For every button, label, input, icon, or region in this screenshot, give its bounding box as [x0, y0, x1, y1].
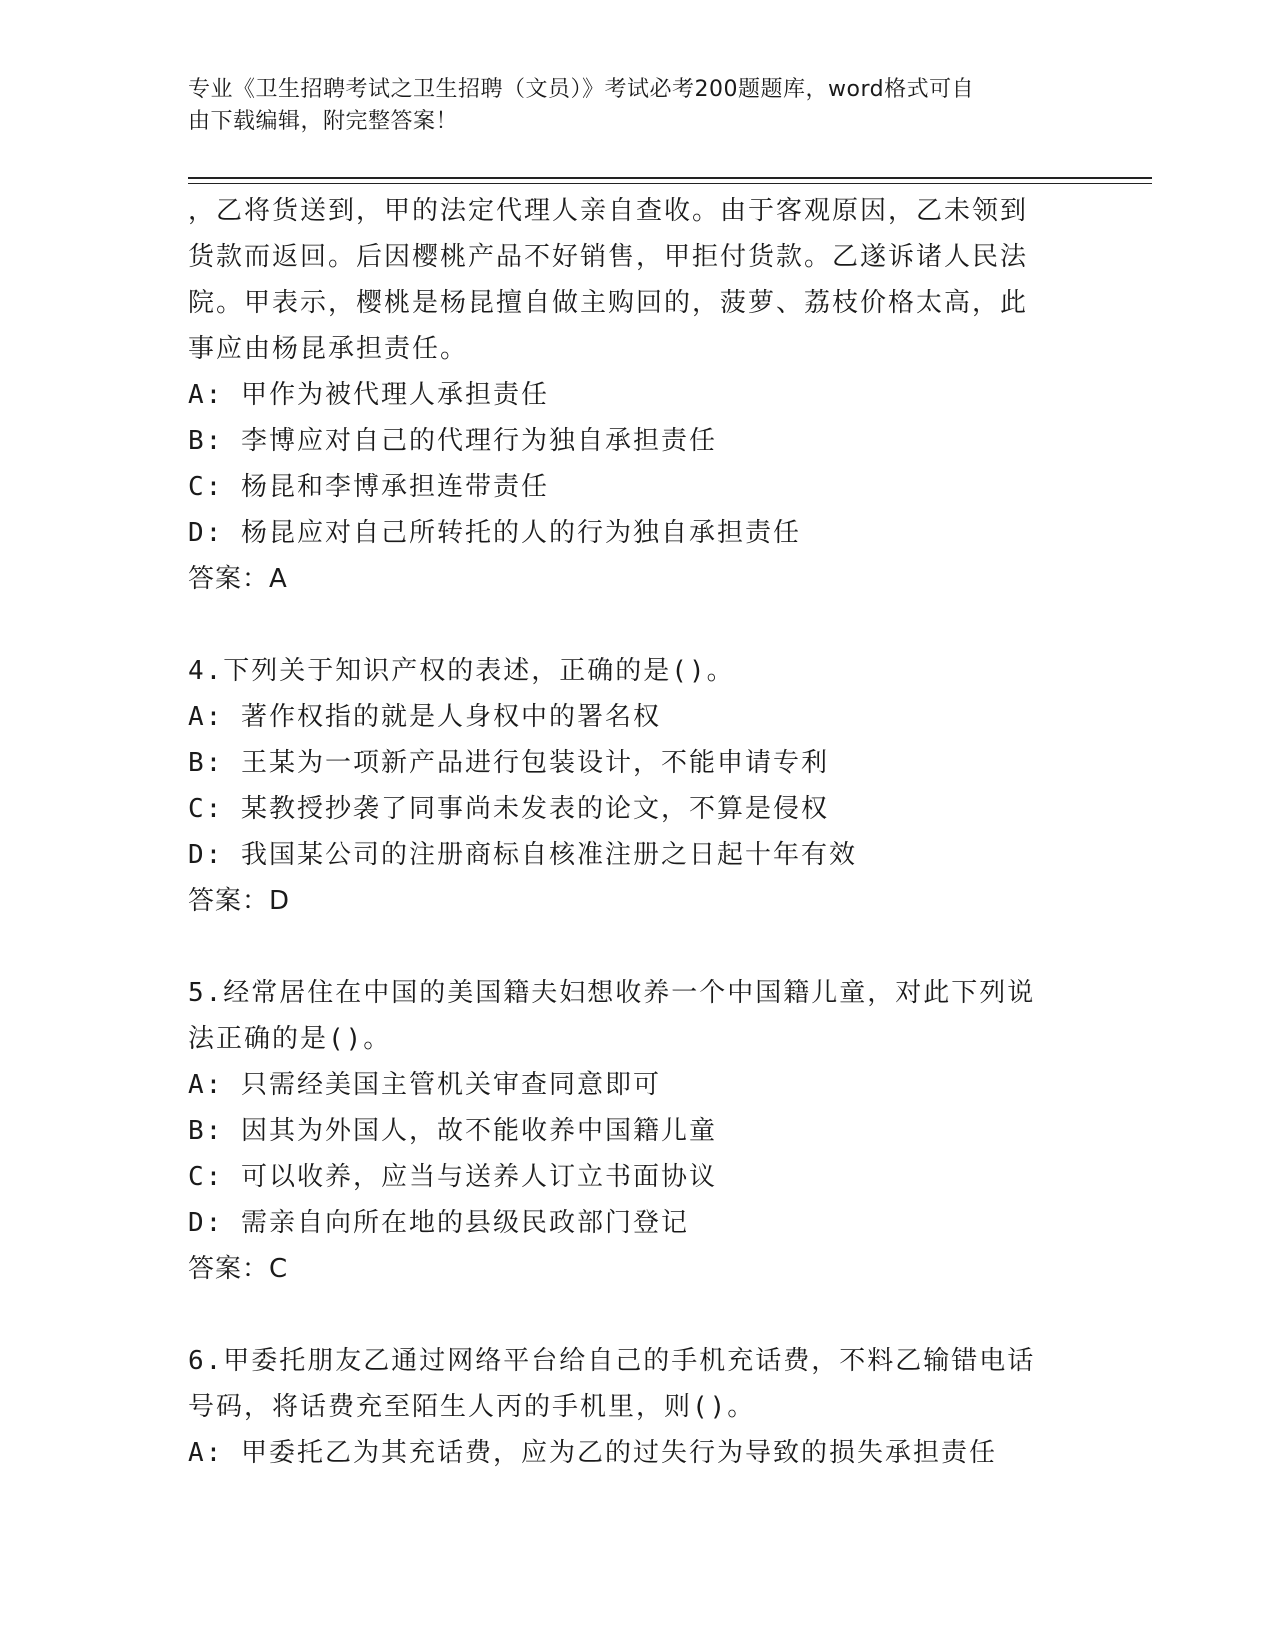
option-a: A: 只需经美国主管机关审查同意即可	[188, 1070, 661, 1100]
option-c: C: 可以收养，应当与送养人订立书面协议	[188, 1162, 717, 1192]
option-a: A: 甲委托乙为其充话费，应为乙的过失行为导致的损失承担责任	[188, 1438, 997, 1468]
question-5	[188, 970, 1088, 1292]
question-stem-line: 货款而返回。后因樱桃产品不好销售，甲拒付货款。乙遂诉诸人民法	[188, 242, 1029, 272]
question-stem-line: 号码，将话费充至陌生人丙的手机里，则()。	[188, 1392, 756, 1422]
spacer	[188, 924, 1088, 970]
option-c: C: 某教授抄袭了同事尚未发表的论文，不算是侵权	[188, 794, 829, 824]
option-d: D: 需亲自向所在地的县级民政部门登记	[188, 1208, 689, 1238]
question-3	[188, 188, 1088, 602]
header-line-2: 由下载编辑，附完整答案！	[188, 109, 459, 134]
answer-line: 答案：A	[188, 564, 288, 594]
question-6	[188, 1338, 1088, 1476]
option-b: B: 李博应对自己的代理行为独自承担责任	[188, 426, 717, 456]
spacer	[188, 602, 1088, 648]
question-stem-line: 4.下列关于知识产权的表述，正确的是()。	[188, 656, 735, 686]
question-stem-line: 事应由杨昆承担责任。	[188, 334, 469, 364]
header-rule-thick	[188, 177, 1152, 179]
question-stem-line: ，乙将货送到，甲的法定代理人亲自查收。由于客观原因，乙未领到	[188, 196, 1029, 226]
option-a: A: 甲作为被代理人承担责任	[188, 380, 549, 410]
spacer	[188, 1292, 1088, 1338]
question-stem-line: 6.甲委托朋友乙通过网络平台给自己的手机充话费，不料乙输错电话	[188, 1346, 1036, 1376]
document-header	[188, 74, 1068, 138]
answer-line: 答案：C	[188, 1254, 289, 1284]
option-a: A: 著作权指的就是人身权中的署名权	[188, 702, 661, 732]
question-stem-line: 院。甲表示，樱桃是杨昆擅自做主购回的，菠萝、荔枝价格太高，此	[188, 288, 1029, 318]
question-stem-line: 5.经常居住在中国的美国籍夫妇想收养一个中国籍儿童，对此下列说	[188, 978, 1036, 1008]
question-4	[188, 648, 1088, 924]
header-line-1: 专业《卫生招聘考试之卫生招聘（文员）》考试必考200题题库，word格式可自	[188, 77, 975, 102]
header-rule-thin	[188, 183, 1152, 184]
option-b: B: 王某为一项新产品进行包装设计，不能申请专利	[188, 748, 829, 778]
option-d: D: 杨昆应对自己所转托的人的行为独自承担责任	[188, 518, 801, 548]
option-d: D: 我国某公司的注册商标自核准注册之日起十年有效	[188, 840, 857, 870]
document-body	[188, 188, 1088, 1476]
question-stem-line: 法正确的是()。	[188, 1024, 392, 1054]
answer-line: 答案：D	[188, 886, 291, 916]
option-b: B: 因其为外国人，故不能收养中国籍儿童	[188, 1116, 717, 1146]
option-c: C: 杨昆和李博承担连带责任	[188, 472, 549, 502]
